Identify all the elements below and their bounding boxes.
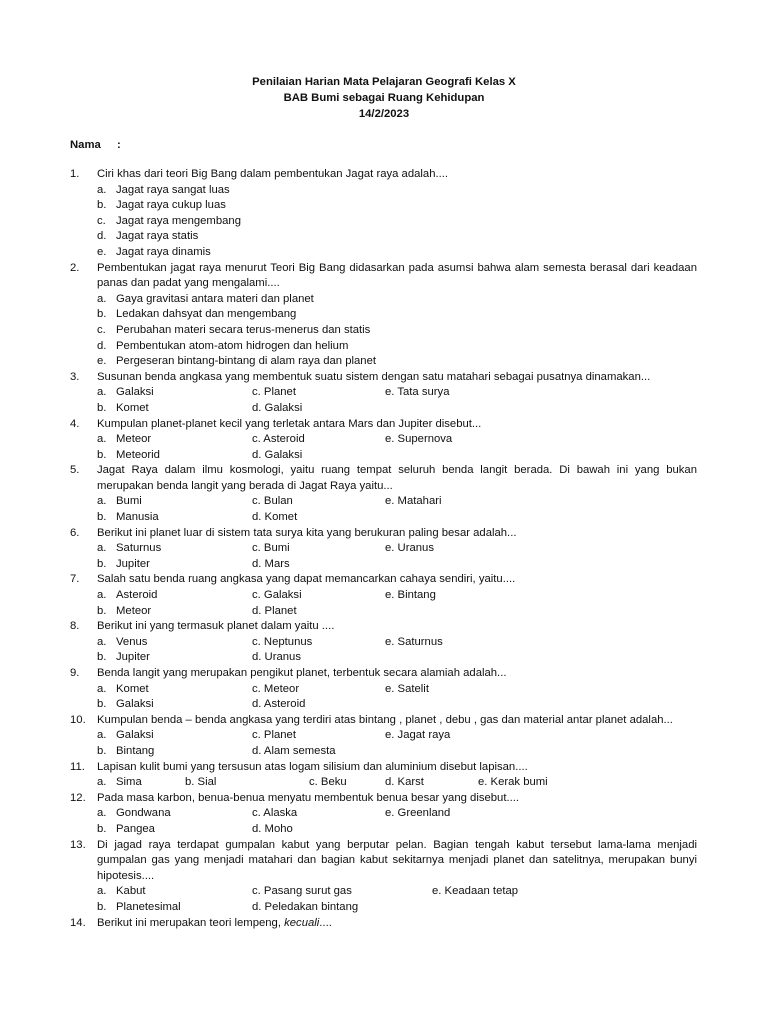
option-row — [0, 494, 768, 510]
question-item — [0, 791, 768, 838]
option-row — [0, 307, 768, 323]
question-line — [0, 167, 768, 183]
question-item — [0, 760, 768, 791]
option-letter: a. — [97, 776, 107, 789]
option-row — [0, 557, 768, 573]
option-text: Komet — [116, 682, 149, 695]
question-number: 12. — [70, 791, 86, 804]
question-item — [0, 619, 768, 666]
question-item — [0, 838, 768, 916]
option-text: e. Bintang — [385, 589, 436, 602]
question-number: 13. — [70, 838, 86, 851]
option-row — [0, 198, 768, 214]
option-row — [0, 432, 768, 448]
option-text: e. Jagat raya — [385, 729, 451, 742]
option-text: c. Bumi — [252, 542, 290, 555]
question-number: 2. — [70, 261, 80, 274]
option-text: Meteor — [116, 604, 152, 617]
question-number: 14. — [70, 916, 86, 929]
question-text: Pada masa karbon, benua-benua menyatu membentuk benua besar yang disebut.... — [97, 791, 520, 804]
option-row — [0, 541, 768, 557]
option-letter: b. — [97, 401, 107, 414]
option-text: Kabut — [116, 885, 146, 898]
question-line — [0, 791, 768, 807]
option-letter: b. — [97, 511, 107, 524]
option-letter: a. — [97, 635, 107, 648]
question-line — [0, 713, 768, 729]
option-text: Komet — [116, 401, 149, 414]
option-text: Pembentukan atom-atom hidrogen dan helium — [116, 339, 349, 352]
option-text: c. Alaska — [252, 807, 298, 820]
option-text: c. Beku — [309, 776, 347, 789]
option-text: e. Matahari — [385, 495, 442, 508]
option-text: Jagat raya mengembang — [116, 214, 241, 227]
question-line — [0, 869, 768, 885]
option-row — [0, 183, 768, 199]
option-text: c. Planet — [252, 729, 296, 742]
option-row — [0, 604, 768, 620]
option-row — [0, 510, 768, 526]
question-text: gumpalan gas yang menjadi matahari dan bagian kabut sekitarnya menjadi planet dan satelitnya, merupakan bunyi — [97, 854, 697, 867]
option-row — [0, 229, 768, 245]
question-line — [0, 838, 768, 854]
option-text: c. Neptunus — [252, 635, 313, 648]
name-colon: : — [117, 139, 121, 151]
name-label: Nama — [70, 139, 101, 151]
option-letter: a. — [97, 292, 107, 305]
question-line — [0, 417, 768, 433]
question-item — [0, 417, 768, 464]
option-text: Gondwana — [116, 807, 171, 820]
option-letter: c. — [97, 214, 106, 227]
option-letter: b. — [97, 822, 107, 835]
option-row — [0, 806, 768, 822]
option-text: Manusia — [116, 511, 159, 524]
question-number: 11. — [70, 760, 85, 773]
question-text: Jagat Raya dalam ilmu kosmologi, yaitu ruang tempat seluruh benda langit berada. Di bawah ini yang bukan — [97, 464, 697, 477]
question-text: Kumpulan planet-planet kecil yang terletak antara Mars dan Jupiter disebut... — [97, 417, 482, 430]
option-letter: e. — [97, 245, 107, 258]
question-number: 10. — [70, 713, 86, 726]
name-field — [70, 137, 121, 153]
option-text: e. Tata surya — [385, 386, 450, 399]
option-letter: a. — [97, 183, 107, 196]
question-line — [0, 463, 768, 479]
option-text: Saturnus — [116, 542, 162, 555]
option-letter: a. — [97, 495, 107, 508]
option-text: Ledakan dahsyat dan mengembang — [116, 308, 297, 321]
question-text: panas dan padat yang mengalami.... — [97, 277, 280, 290]
option-row — [0, 744, 768, 760]
question-item — [0, 666, 768, 713]
option-text: d. Galaksi — [252, 448, 303, 461]
option-row — [0, 635, 768, 651]
question-number: 5. — [70, 464, 80, 477]
option-text: d. Galaksi — [252, 401, 303, 414]
question-number: 3. — [70, 370, 80, 383]
option-text: Gaya gravitasi antara materi dan planet — [116, 292, 314, 305]
option-text: e. Uranus — [385, 542, 434, 555]
option-text: e. Supernova — [385, 433, 453, 446]
option-text: Meteorid — [116, 448, 160, 461]
option-text: Pangea — [116, 822, 155, 835]
option-text: d. Planet — [252, 604, 297, 617]
option-row — [0, 775, 768, 791]
question-text: hipotesis.... — [97, 869, 155, 882]
question-text: Lapisan kulit bumi yang tersusun atas logam silisium dan aluminium disebut lapisan.... — [97, 760, 528, 773]
question-line — [0, 526, 768, 542]
question-item — [0, 526, 768, 573]
option-text: Galaksi — [116, 729, 154, 742]
question-text: Di jagad raya terdapat gumpalan kabut yang berputar pelan. Bagian tengah kabut tersebut lama-lama menjadi — [97, 838, 697, 851]
option-row — [0, 650, 768, 666]
option-row — [0, 385, 768, 401]
question-text: Benda langit yang merupakan pengikut planet, terbentuk secara alamiah adalah... — [97, 667, 507, 679]
question-line — [0, 276, 768, 292]
option-text: d. Mars — [252, 557, 290, 570]
option-text: Venus — [116, 635, 148, 648]
option-text: c. Galaksi — [252, 589, 302, 602]
option-text: c. Pasang surut gas — [252, 885, 352, 898]
option-letter: b. — [97, 557, 107, 570]
question-number: 8. — [70, 620, 80, 633]
option-text: Bintang — [116, 744, 155, 757]
option-text: Galaksi — [116, 386, 154, 399]
option-text: Jagat raya statis — [116, 230, 199, 243]
option-text: d. Komet — [252, 511, 298, 524]
question-text: Kumpulan benda – benda angkasa yang terdiri atas bintang , planet , debu , gas dan material antar planet adalah... — [97, 713, 673, 726]
question-line — [0, 479, 768, 495]
option-text: Perubahan materi secara terus-menerus dan statis — [116, 323, 371, 336]
option-letter: b. — [97, 651, 107, 664]
question-number: 6. — [70, 526, 80, 539]
option-text: d. Asteroid — [252, 698, 306, 711]
question-emphasis: kecuali — [284, 916, 320, 929]
option-text: b. Sial — [185, 776, 217, 789]
question-number: 1. — [70, 168, 80, 180]
exam-date: 14/2/2023 — [358, 108, 410, 120]
question-item — [0, 370, 768, 417]
option-text: Jupiter — [116, 651, 150, 664]
option-letter: d. — [97, 339, 107, 352]
option-row — [0, 682, 768, 698]
option-text: Jagat raya sangat luas — [116, 183, 230, 196]
question-item — [0, 463, 768, 525]
question-item — [0, 713, 768, 760]
option-text: Bumi — [116, 495, 142, 508]
question-number: 7. — [70, 573, 80, 586]
option-text: d. Alam semesta — [252, 744, 336, 757]
option-row — [0, 588, 768, 604]
option-letter: b. — [97, 698, 107, 711]
option-row — [0, 822, 768, 838]
option-letter: e. — [97, 355, 107, 368]
option-text: Jagat raya dinamis — [116, 245, 211, 258]
question-number: 4. — [70, 417, 80, 430]
question-line — [0, 572, 768, 588]
page-header — [0, 74, 768, 122]
option-row — [0, 339, 768, 355]
option-letter: b. — [97, 604, 107, 617]
option-row — [0, 292, 768, 308]
option-row — [0, 697, 768, 713]
option-letter: a. — [97, 386, 107, 399]
option-text: e. Satelit — [385, 682, 429, 695]
option-text: d. Karst — [385, 776, 424, 789]
option-row — [0, 728, 768, 744]
option-letter: a. — [97, 729, 107, 742]
question-line — [0, 760, 768, 776]
option-text: c. Meteor — [252, 682, 300, 695]
option-text: Planetesimal — [116, 900, 181, 913]
question-text: Berikut ini yang termasuk planet dalam yaitu .... — [97, 620, 335, 633]
option-letter: d. — [97, 230, 107, 243]
question-item — [0, 167, 768, 261]
question-text: Berikut ini merupakan teori lempeng, kecuali.... — [97, 916, 332, 929]
question-item — [0, 916, 768, 932]
option-row — [0, 401, 768, 417]
option-row — [0, 900, 768, 916]
question-line — [0, 853, 768, 869]
option-letter: b. — [97, 199, 107, 212]
question-number: 9. — [70, 667, 80, 679]
option-text: Sima — [116, 776, 142, 789]
question-text: Ciri khas dari teori Big Bang dalam pembentukan Jagat raya adalah.... — [97, 168, 449, 180]
option-row — [0, 448, 768, 464]
option-text: e. Greenland — [385, 807, 451, 820]
option-text: Meteor — [116, 433, 152, 446]
question-line — [0, 261, 768, 277]
option-row — [0, 214, 768, 230]
question-text: Berikut ini planet luar di sistem tata surya kita yang berukuran paling besar adalah... — [97, 526, 517, 539]
option-text: c. Planet — [252, 386, 296, 399]
option-row — [0, 884, 768, 900]
question-line — [0, 370, 768, 386]
option-letter: a. — [97, 589, 107, 602]
question-line — [0, 666, 768, 682]
option-text: Asteroid — [116, 589, 158, 602]
option-text: c. Asteroid — [252, 433, 305, 446]
option-letter: c. — [97, 323, 106, 336]
option-row — [0, 245, 768, 261]
option-text: Jupiter — [116, 557, 150, 570]
option-letter: a. — [97, 807, 107, 820]
question-item — [0, 261, 768, 370]
option-text: e. Kerak bumi — [478, 776, 548, 789]
question-item — [0, 572, 768, 619]
option-row — [0, 354, 768, 370]
option-letter: a. — [97, 885, 107, 898]
option-letter: b. — [97, 900, 107, 913]
question-text: Salah satu benda ruang angkasa yang dapat memancarkan cahaya sendiri, yaitu.... — [97, 573, 516, 586]
option-text: d. Uranus — [252, 651, 301, 664]
option-text: Jagat raya cukup luas — [116, 199, 226, 212]
option-letter: a. — [97, 682, 107, 695]
option-text: d. Moho — [252, 822, 293, 835]
option-row — [0, 323, 768, 339]
question-text: Susunan benda angkasa yang membentuk suatu sistem dengan satu matahari sebagai pusatnya dinamakan... — [97, 370, 651, 383]
question-line — [0, 619, 768, 635]
question-text: merupakan benda langit yang berada di Jagat Raya yaitu... — [97, 479, 393, 492]
option-letter: a. — [97, 433, 107, 446]
option-letter: b. — [97, 744, 107, 757]
question-line — [0, 916, 768, 932]
option-letter: b. — [97, 308, 107, 321]
option-text: c. Bulan — [252, 495, 293, 508]
option-letter: a. — [97, 542, 107, 555]
chapter-title: BAB Bumi sebagai Ruang Kehidupan — [283, 92, 485, 104]
exam-title: Penilaian Harian Mata Pelajaran Geografi Kelas X — [252, 76, 516, 88]
option-letter: b. — [97, 448, 107, 461]
option-text: Pergeseran bintang-bintang di alam raya dan planet — [116, 355, 377, 368]
option-text: Galaksi — [116, 698, 154, 711]
option-text: d. Peledakan bintang — [252, 900, 359, 913]
question-text: Pembentukan jagat raya menurut Teori Big Bang didasarkan pada asumsi bahwa alam semesta berasal dari keadaan — [97, 261, 697, 274]
question-list — [0, 167, 768, 931]
option-text: e. Keadaan tetap — [432, 885, 519, 898]
option-text: e. Saturnus — [385, 635, 443, 648]
